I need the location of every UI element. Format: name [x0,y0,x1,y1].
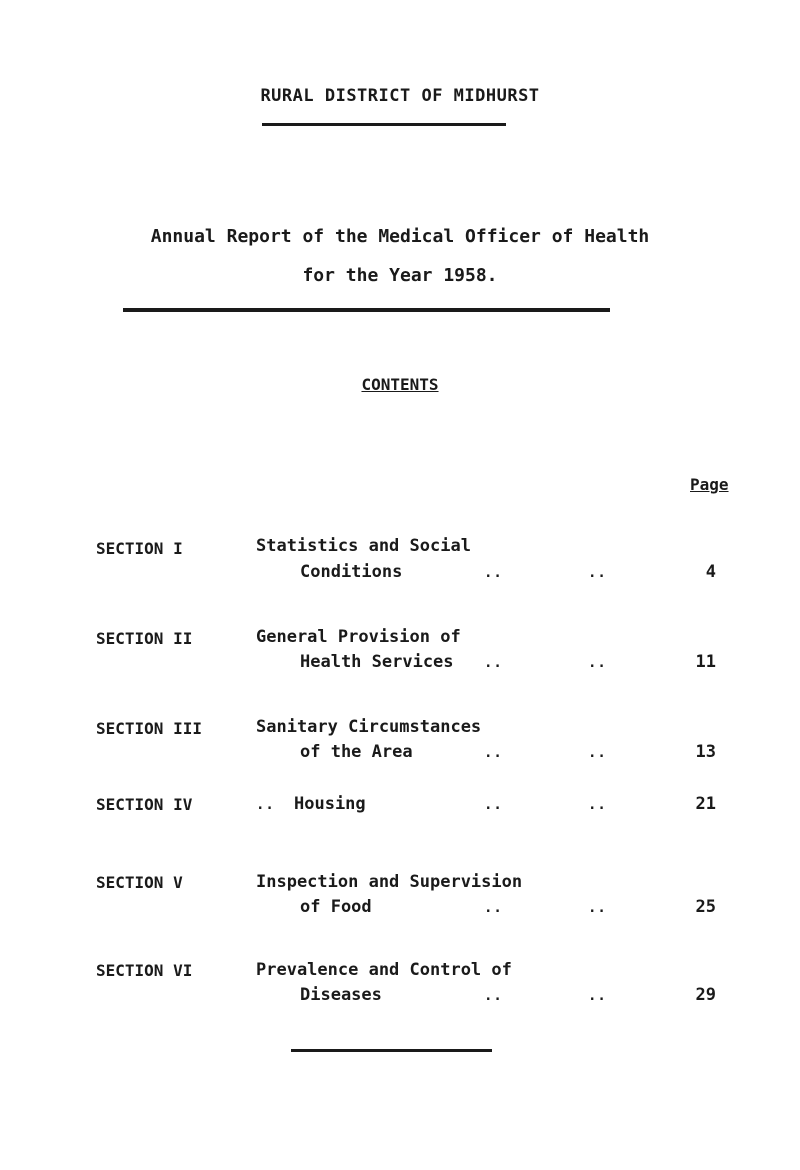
dot-leader: .. [588,797,607,813]
contents-heading: CONTENTS [361,375,439,394]
dot-leader: .. [484,900,503,916]
dot-leader: .. [484,655,503,671]
report-title: Annual Report of the Medical Officer of Health [150,226,650,247]
section-title-line2: of the Area [300,742,413,762]
dot-leader: .. [256,797,275,813]
header-divider [123,308,610,312]
dot-leader: .. [484,565,503,581]
section-title-line2: Conditions [300,562,403,582]
dot-leader: .. [588,655,607,671]
dot-leader: .. [588,988,607,1004]
dot-leader: .. [484,797,503,813]
section-label: SECTION V [96,873,183,892]
section-title-line1: Statistics and Social [256,536,471,556]
dot-leader: .. [588,900,607,916]
section-page-number: 21 [695,794,716,814]
section-page-number: 29 [695,985,716,1005]
section-title-line2: Housing [294,794,366,814]
section-title-line1: Sanitary Circumstances [256,717,482,737]
title-underline [262,123,506,126]
section-title-line1: Inspection and Supervision [256,872,523,892]
section-title-line2: Diseases [300,985,382,1005]
section-page-number: 25 [695,897,716,917]
report-year: for the Year 1958. [302,265,498,286]
dot-leader: .. [588,565,607,581]
district-title: RURAL DISTRICT OF MIDHURST [260,86,540,106]
section-title-line1: General Provision of [256,627,461,647]
section-label: SECTION II [96,629,193,648]
section-label: SECTION IV [96,795,193,814]
section-label: SECTION VI [96,961,193,980]
dot-leader: .. [588,745,607,761]
section-page-number: 13 [695,742,716,762]
dot-leader: .. [484,988,503,1004]
page-column-heading: Page [690,475,729,494]
section-page-number: 11 [695,652,716,672]
dot-leader: .. [484,745,503,761]
section-title-line1: Prevalence and Control of [256,960,512,980]
footer-rule [291,1049,492,1052]
section-title-line2: of Food [300,897,372,917]
section-label: SECTION I [96,539,183,558]
section-page-number: 4 [705,562,716,582]
section-title-line2: Health Services [300,652,454,672]
section-label: SECTION III [96,719,202,738]
